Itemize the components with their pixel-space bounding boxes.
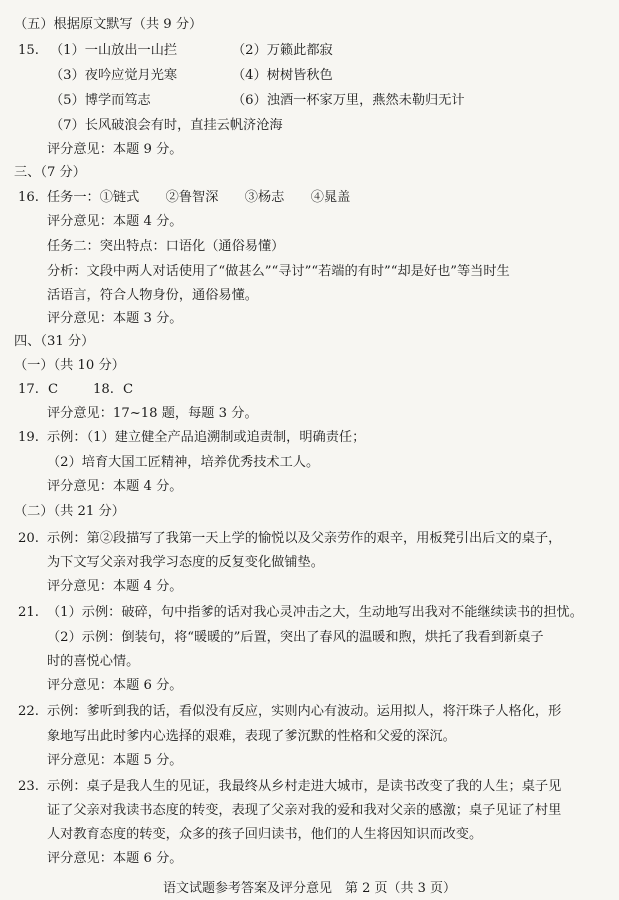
- q15-answer-5: （5）博学而笃志: [50, 93, 151, 108]
- q20-scoring-note: 评分意见：本题 4 分。: [47, 579, 183, 594]
- q23-scoring-note: 评分意见：本题 6 分。: [47, 851, 183, 866]
- q15-answer-4: （4）树树皆秋色: [232, 68, 333, 83]
- q22-line-1: 示例：爹听到我的话，看似没有反应，实则内心有波动。运用拟人，将汗珠子人格化，形: [47, 704, 562, 719]
- q18-answer: C: [123, 382, 134, 397]
- q15-answer-2: （2）万籁此都寂: [232, 43, 333, 58]
- q21-line-1: （1）示例：破碎，句中指爹的话对我心灵冲击之大，生动地写出我对不能继续读书的担忧。: [47, 605, 583, 620]
- q21-line-3: 时的喜悦心情。: [47, 654, 140, 669]
- q17-18-scoring-note: 评分意见：17~18 题，每题 3 分。: [47, 406, 258, 421]
- q20-line-1: 示例：第②段描写了我第一天上学的愉悦以及父亲劳作的艰辛，用板凳引出后文的桌子，: [47, 531, 562, 546]
- q16-task-1: 任务一：①链式 ②鲁智深 ③杨志 ④晁盖: [47, 190, 351, 205]
- question-17-number: 17.: [18, 382, 39, 397]
- q22-line-2: 象地写出此时爹内心选择的艰难，表现了爹沉默的性格和父爱的深沉。: [47, 729, 456, 744]
- question-16-number: 16.: [18, 190, 39, 205]
- question-20-number: 20.: [18, 531, 39, 546]
- question-22-number: 22.: [18, 704, 39, 719]
- q15-scoring-note: 评分意见：本题 9 分。: [47, 142, 183, 157]
- section-5-heading: （五）根据原文默写（共 9 分）: [14, 17, 203, 32]
- q23-line-3: 人对教育态度的转变，众多的孩子回归读书，他们的人生将因知识而改变。: [47, 827, 483, 842]
- q16-task-2: 任务二：突出特点：口语化（通俗易懂）: [47, 239, 285, 254]
- q15-answer-1: （1）一山放出一山拦: [50, 43, 178, 58]
- q16-scoring-note-1: 评分意见：本题 4 分。: [47, 214, 183, 229]
- q20-line-2: 为下文写父亲对我学习态度的反复变化做铺垫。: [47, 555, 324, 570]
- section-4-1-heading: （一）（共 10 分）: [14, 358, 125, 373]
- q22-scoring-note: 评分意见：本题 5 分。: [47, 753, 183, 768]
- q16-scoring-note-2: 评分意见：本题 3 分。: [47, 311, 183, 326]
- q21-line-2: （2）示例：倒装句，将“暖暖的”后置，突出了春风的温暖和煦，烘托了我看到新桌子: [47, 630, 544, 645]
- question-19-number: 19.: [18, 430, 39, 445]
- q16-analysis-line-1: 分析：文段中两人对话使用了“做甚么”“寻讨”“若端的有时”“却是好也”等当时生: [47, 264, 510, 279]
- q19-line-1: 示例：（1）建立健全产品追溯制或追责制，明确责任；: [47, 430, 366, 445]
- q19-scoring-note: 评分意见：本题 4 分。: [47, 479, 183, 494]
- q17-answer: C: [48, 382, 59, 397]
- q23-line-1: 示例：桌子是我人生的见证，我最终从乡村走进大城市，是读书改变了我的人生；桌子见: [47, 779, 562, 794]
- question-18-number: 18.: [93, 382, 114, 397]
- q16-analysis-line-2: 活语言，符合人物身份，通俗易懂。: [47, 288, 258, 303]
- question-21-number: 21.: [18, 605, 39, 620]
- q19-line-2: （2）培育大国工匠精神，培养优秀技术工人。: [47, 455, 320, 470]
- q21-scoring-note: 评分意见：本题 6 分。: [47, 678, 183, 693]
- q15-answer-7: （7）长风破浪会有时，直挂云帆济沧海: [50, 118, 283, 133]
- q15-answer-3: （3）夜吟应觉月光寒: [50, 68, 178, 83]
- section-3-heading: 三、（7 分）: [14, 165, 86, 180]
- q23-line-2: 证了父亲对我读书态度的转变，表现了父亲对我的爱和我对父亲的感激；桌子见证了村里: [47, 803, 562, 818]
- question-15-number: 15.: [18, 43, 39, 58]
- q15-answer-6: （6）浊酒一杯家万里，燕然未勒归无计: [232, 93, 465, 108]
- section-4-heading: 四、（31 分）: [14, 334, 95, 349]
- section-4-2-heading: （二）（共 21 分）: [14, 504, 125, 519]
- question-23-number: 23.: [18, 779, 39, 794]
- page-footer: 语文试题参考答案及评分意见 第 2 页（共 3 页）: [162, 881, 457, 896]
